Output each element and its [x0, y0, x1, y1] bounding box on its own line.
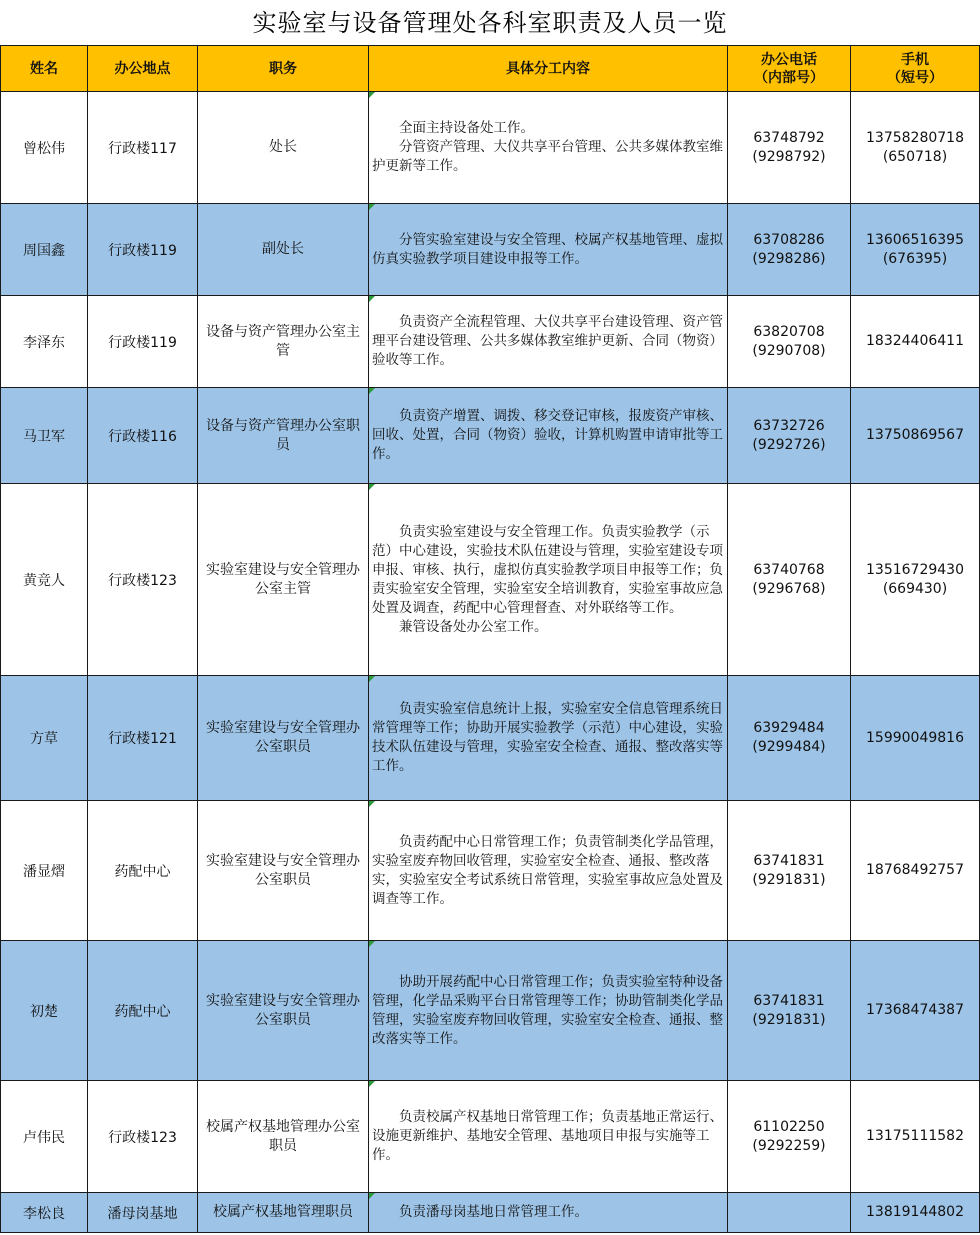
page-title: 实验室与设备管理处各科室职责及人员一览: [252, 9, 728, 37]
cell-name[interactable]: 马卫军: [1, 388, 88, 484]
table-row: [1, 92, 980, 204]
cell-office-phone[interactable]: [728, 941, 851, 1081]
office-phone-short: (9299484): [752, 739, 826, 755]
header-row: [1, 46, 980, 92]
cell-office[interactable]: 行政楼123: [88, 484, 198, 676]
cell-mobile[interactable]: [851, 941, 980, 1081]
duties-text: 协助开展药配中心日常管理工作；负责实验室特种设备管理，化学品采购平台日常管理等工作；协助管制类化学品管理，实验室废弃物回收管理，实验室安全检查、通报、整改落实等工作。: [372, 973, 723, 1047]
cell-duties[interactable]: [369, 484, 728, 676]
mobile-number: 17368474387: [866, 1002, 964, 1018]
table-body: [1, 92, 980, 1233]
table-row: [1, 204, 980, 296]
table-row: [1, 941, 980, 1081]
office-phone-short: (9296768): [752, 580, 826, 597]
duties-text: 负责实验室信息统计上报，实验室安全信息管理系统日常管理等工作；协助开展实验教学（示范）中心建设，实验技术队伍建设与管理，实验室安全检查、通报、整改落实等工作。: [372, 701, 723, 774]
mobile-number: 13175111582: [866, 1128, 964, 1144]
office-phone-short: (9298286): [752, 250, 826, 267]
cell-name[interactable]: 周国鑫: [1, 204, 88, 296]
table-row: [1, 388, 980, 484]
cell-mobile[interactable]: [851, 1193, 980, 1233]
cell-office-phone[interactable]: [728, 801, 851, 941]
cell-duties[interactable]: [369, 388, 728, 484]
table-row: [1, 296, 980, 388]
cell-position[interactable]: 设备与资产管理办公室主管: [198, 296, 369, 388]
cell-duties[interactable]: [369, 676, 728, 801]
cell-position[interactable]: 实验室建设与安全管理办公室主管: [198, 484, 369, 676]
cell-duties[interactable]: [369, 204, 728, 296]
cell-name[interactable]: 李泽东: [1, 296, 88, 388]
duties-text: 负责实验室建设与安全管理工作。负责实验教学（示范）中心建设，实验技术队伍建设与管理，实验室建设专项申报、审核、执行，虚拟仿真实验教学项目申报等工作；负责实验室安全管理，实验室安全培训教育，实验室事故应急处置及调查，药配中心管理督查、对外联络等工作。 兼管设备处办公室工作。: [372, 523, 723, 635]
cell-position[interactable]: 实验室建设与安全管理办公室职员: [198, 801, 369, 941]
cell-name[interactable]: 卢伟民: [1, 1081, 88, 1193]
office-phone: 63740768: [753, 561, 825, 578]
office-phone: 63708286: [753, 231, 825, 248]
cell-duties[interactable]: [369, 296, 728, 388]
cell-office-phone[interactable]: [728, 484, 851, 676]
cell-position[interactable]: 校属产权基地管理办公室职员: [198, 1081, 369, 1193]
duties-text: 全面主持设备处工作。 分管资产管理、大仪共享平台管理、公共多媒体教室维护更新等工作。: [372, 120, 723, 174]
mobile-number: 18768492757: [866, 862, 964, 878]
office-phone-short: (9298792): [752, 148, 826, 165]
table-row: [1, 1193, 980, 1233]
table-row: [1, 484, 980, 676]
cell-duties[interactable]: [369, 92, 728, 204]
office-phone-short: (9291831): [752, 1011, 826, 1028]
office-phone: 63732726: [753, 417, 825, 434]
mobile-short: (650718): [882, 148, 948, 165]
header-mobile-line2: （短号）: [887, 69, 943, 86]
staff-table: [0, 45, 980, 1233]
cell-office[interactable]: 药配中心: [88, 801, 198, 941]
header-mobile[interactable]: [851, 46, 980, 92]
cell-duties[interactable]: [369, 1081, 728, 1193]
duties-text: 负责药配中心日常管理工作；负责管制类化学品管理，实验室废弃物回收管理，实验室安全检查、通报、整改落实，实验室安全考试系统日常管理，实验室事故应急处置及调查等工作。: [372, 833, 723, 907]
cell-position[interactable]: 副处长: [198, 204, 369, 296]
header-office-phone-line2: （内部号）: [754, 69, 824, 86]
mobile-short: (676395): [882, 250, 948, 267]
cell-office[interactable]: 行政楼121: [88, 676, 198, 801]
office-phone: 63748792: [753, 129, 825, 146]
cell-office[interactable]: 药配中心: [88, 941, 198, 1081]
cell-name[interactable]: 初楚: [1, 941, 88, 1081]
header-office[interactable]: 办公地点: [88, 46, 198, 92]
cell-position[interactable]: 设备与资产管理办公室职员: [198, 388, 369, 484]
cell-mobile[interactable]: [851, 676, 980, 801]
cell-office-phone[interactable]: [728, 296, 851, 388]
duties-text: 负责资产增置、调拨、移交登记审核，报废资产审核、回收、处置，合同（物资）验收，计算机购置申请审批等工作。: [372, 408, 723, 462]
mobile-number: 13819144802: [866, 1204, 964, 1220]
office-phone-short: (9292259): [752, 1137, 826, 1154]
office-phone: 63929484: [753, 720, 825, 736]
cell-office-phone[interactable]: [728, 204, 851, 296]
mobile-number: 13750869567: [866, 427, 964, 443]
mobile-short: (669430): [882, 580, 948, 597]
cell-office-phone[interactable]: [728, 676, 851, 801]
cell-name[interactable]: 李松良: [1, 1193, 88, 1233]
office-phone: 63741831: [753, 852, 825, 869]
office-phone-short: (9291831): [752, 871, 826, 888]
cell-name[interactable]: 方草: [1, 676, 88, 801]
table-row: [1, 676, 980, 801]
cell-position[interactable]: 校属产权基地管理职员: [198, 1193, 369, 1233]
header-position[interactable]: 职务: [198, 46, 369, 92]
office-phone: 61102250: [753, 1118, 825, 1135]
header-duties[interactable]: 具体分工内容: [369, 46, 728, 92]
cell-mobile[interactable]: [851, 204, 980, 296]
cell-office-phone[interactable]: [728, 92, 851, 204]
duties-text: 负责校属产权基地日常管理工作；负责基地正常运行、设施更新维护、基地安全管理、基地项目申报与实施等工作。: [372, 1109, 723, 1163]
header-name[interactable]: 姓名: [1, 46, 88, 92]
duties-text: 负责资产全流程管理、大仪共享平台建设管理、资产管理平台建设管理、公共多媒体教室维护更新、合同（物资）验收等工作。: [372, 314, 723, 368]
cell-mobile[interactable]: [851, 801, 980, 941]
cell-mobile[interactable]: [851, 1081, 980, 1193]
office-phone: 63820708: [753, 323, 825, 340]
cell-office-phone[interactable]: [728, 1193, 851, 1233]
cell-duties[interactable]: [369, 1193, 728, 1233]
mobile-number: 18324406411: [866, 333, 964, 349]
cell-name[interactable]: 黄竞人: [1, 484, 88, 676]
cell-mobile[interactable]: [851, 388, 980, 484]
cell-position[interactable]: 实验室建设与安全管理办公室职员: [198, 941, 369, 1081]
duties-text: 负责潘母岗基地日常管理工作。: [372, 1204, 588, 1220]
cell-name[interactable]: 曾松伟: [1, 92, 88, 204]
cell-mobile[interactable]: [851, 92, 980, 204]
cell-office[interactable]: 潘母岗基地: [88, 1193, 198, 1233]
cell-duties[interactable]: [369, 801, 728, 941]
cell-office-phone[interactable]: [728, 388, 851, 484]
header-office-phone[interactable]: [728, 46, 851, 92]
table-row: [1, 1081, 980, 1193]
header-office-phone-line1: 办公电话: [761, 51, 817, 68]
mobile-number: 13516729430: [866, 561, 964, 578]
cell-mobile[interactable]: [851, 296, 980, 388]
cell-office[interactable]: 行政楼119: [88, 204, 198, 296]
duties-text: 分管实验室建设与安全管理、校属产权基地管理、虚拟仿真实验教学项目建设申报等工作。: [372, 231, 723, 267]
office-phone-short: (9292726): [752, 436, 826, 453]
cell-office[interactable]: 行政楼116: [88, 388, 198, 484]
cell-position[interactable]: 实验室建设与安全管理办公室职员: [198, 676, 369, 801]
mobile-number: 15990049816: [866, 729, 964, 746]
table-row: [1, 801, 980, 941]
cell-mobile[interactable]: [851, 484, 980, 676]
cell-duties[interactable]: [369, 941, 728, 1081]
cell-office-phone[interactable]: [728, 1081, 851, 1193]
cell-position[interactable]: 处长: [198, 92, 369, 204]
cell-office[interactable]: 行政楼119: [88, 296, 198, 388]
mobile-number: 13606516395: [866, 231, 964, 248]
mobile-number: 13758280718: [866, 129, 964, 146]
header-mobile-line1: 手机: [901, 51, 929, 68]
cell-office[interactable]: 行政楼117: [88, 92, 198, 204]
cell-name[interactable]: 潘显熠: [1, 801, 88, 941]
office-phone: 63741831: [753, 992, 825, 1009]
office-phone-short: (9290708): [752, 342, 826, 359]
cell-office[interactable]: 行政楼123: [88, 1081, 198, 1193]
